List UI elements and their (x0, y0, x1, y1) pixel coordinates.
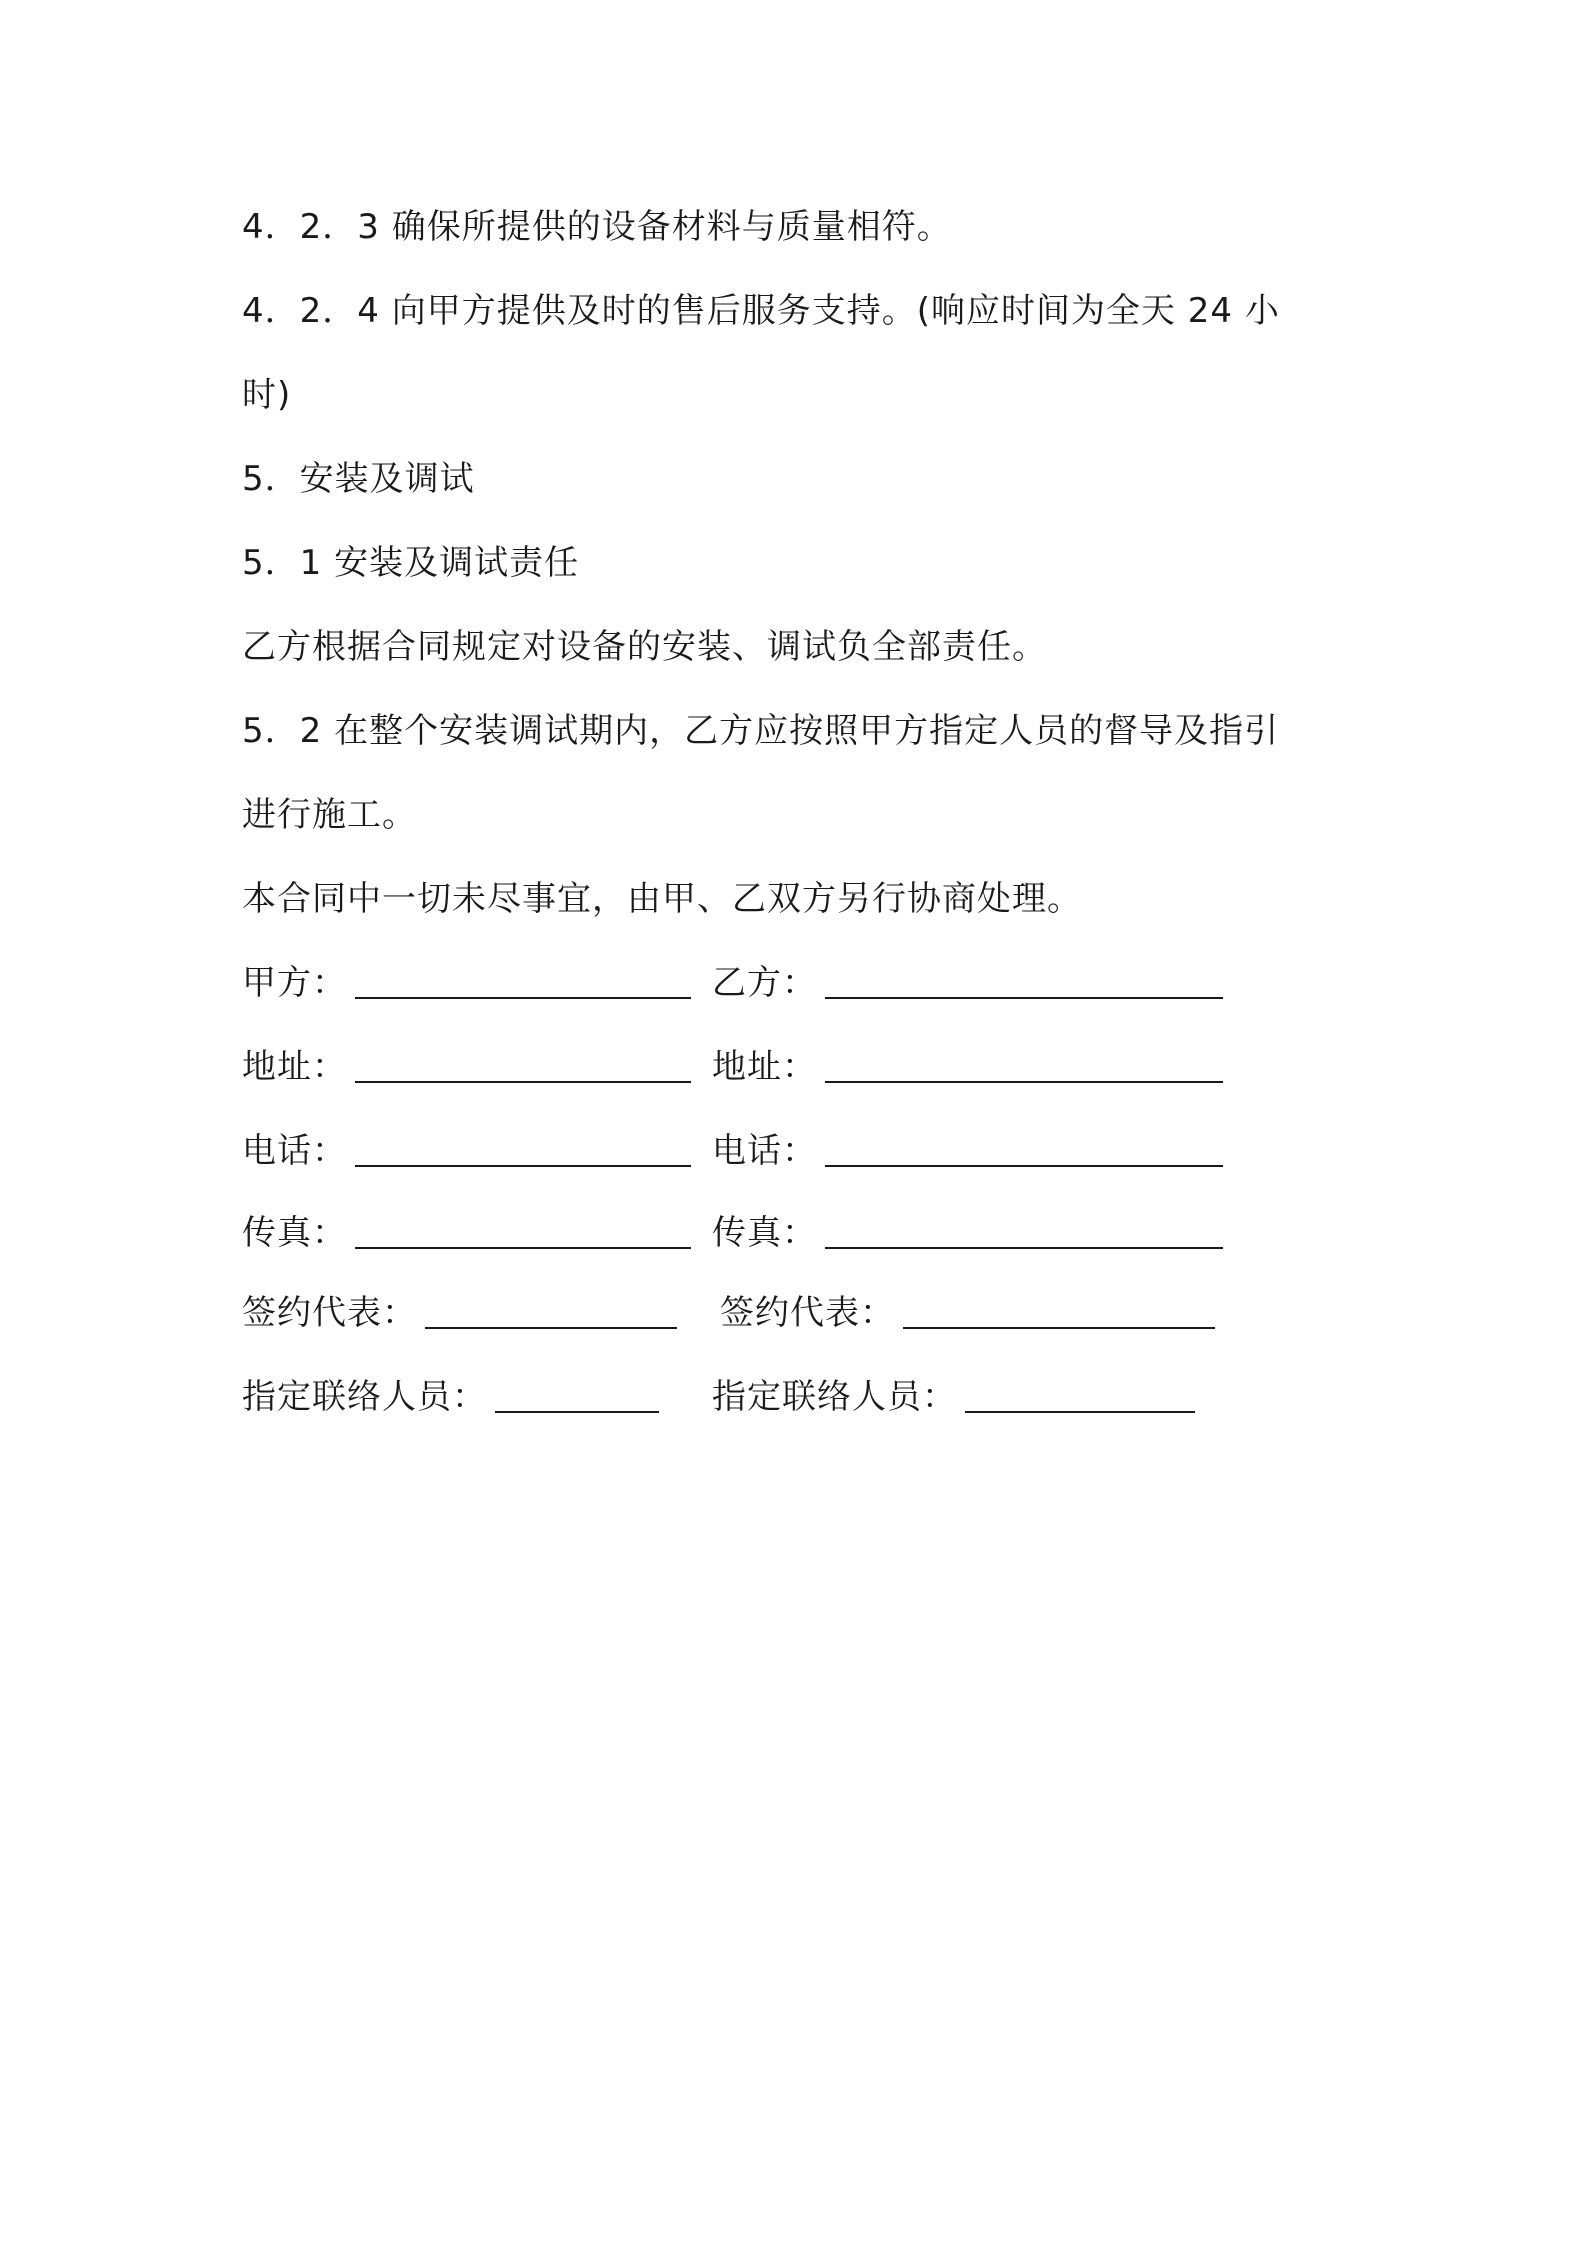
party-a-address-blank[interactable] (355, 1051, 691, 1083)
clause-5-2-line1: 5．2 在整个安装调试期内，乙方应按照甲方指定人员的督导及指引 (242, 711, 1280, 751)
party-a-representative-blank[interactable] (425, 1297, 677, 1329)
party-a-fax-field (242, 1213, 691, 1253)
party-a-phone-label: 电话： (242, 1131, 347, 1171)
party-b-blank[interactable] (825, 967, 1223, 999)
party-b-contact-blank[interactable] (965, 1381, 1195, 1413)
party-a-contact-blank[interactable] (495, 1381, 659, 1413)
party-a-phone-field (242, 1131, 691, 1171)
party-b-representative-blank[interactable] (903, 1297, 1215, 1329)
closing-clause: 本合同中一切未尽事宜，由甲、乙双方另行协商处理。 (242, 879, 1082, 919)
party-b-representative-field (720, 1293, 1215, 1333)
party-a-fax-label: 传真： (242, 1213, 347, 1253)
signature-row-fax (242, 1213, 1342, 1257)
party-a-contact-label: 指定联络人员： (242, 1377, 487, 1417)
party-b-contact-label: 指定联络人员： (712, 1377, 957, 1417)
party-a-blank[interactable] (355, 967, 691, 999)
party-a-phone-blank[interactable] (355, 1135, 691, 1167)
party-b-address-blank[interactable] (825, 1051, 1223, 1083)
signature-row-representative (242, 1293, 1342, 1337)
signature-row-address (242, 1047, 1342, 1091)
signature-row-party (242, 963, 1342, 1007)
party-b-phone-blank[interactable] (825, 1135, 1223, 1167)
party-a-contact-field (242, 1377, 659, 1417)
party-a-field (242, 963, 691, 1003)
signature-row-phone (242, 1131, 1342, 1175)
party-a-representative-label: 签约代表： (242, 1293, 417, 1333)
party-b-address-label: 地址： (712, 1047, 817, 1087)
party-b-fax-field (712, 1213, 1223, 1253)
party-b-address-field (712, 1047, 1223, 1087)
party-a-address-label: 地址： (242, 1047, 347, 1087)
clause-5-1-heading: 5．1 安装及调试责任 (242, 543, 580, 583)
party-a-address-field (242, 1047, 691, 1087)
clause-4-2-4-line1: 4．2．4 向甲方提供及时的售后服务支持。(响应时间为全天 24 小 (242, 291, 1280, 331)
party-b-fax-blank[interactable] (825, 1217, 1223, 1249)
clause-5-1-text: 乙方根据合同规定对设备的安装、调试负全部责任。 (242, 627, 1047, 667)
party-b-representative-label: 签约代表： (720, 1293, 895, 1333)
party-a-label: 甲方： (242, 963, 347, 1003)
section-5-heading: 5．安装及调试 (242, 459, 475, 499)
party-b-label: 乙方： (712, 963, 817, 1003)
party-a-fax-blank[interactable] (355, 1217, 691, 1249)
party-b-field (712, 963, 1223, 1003)
signature-row-contact (242, 1377, 1342, 1421)
party-b-phone-field (712, 1131, 1223, 1171)
party-b-phone-label: 电话： (712, 1131, 817, 1171)
party-b-contact-field (712, 1377, 1195, 1417)
clause-4-2-4-line2: 时) (242, 375, 292, 415)
party-a-representative-field (242, 1293, 677, 1333)
clause-4-2-3: 4．2．3 确保所提供的设备材料与质量相符。 (242, 207, 952, 247)
party-b-fax-label: 传真： (712, 1213, 817, 1253)
clause-5-2-line2: 进行施工。 (242, 795, 417, 835)
